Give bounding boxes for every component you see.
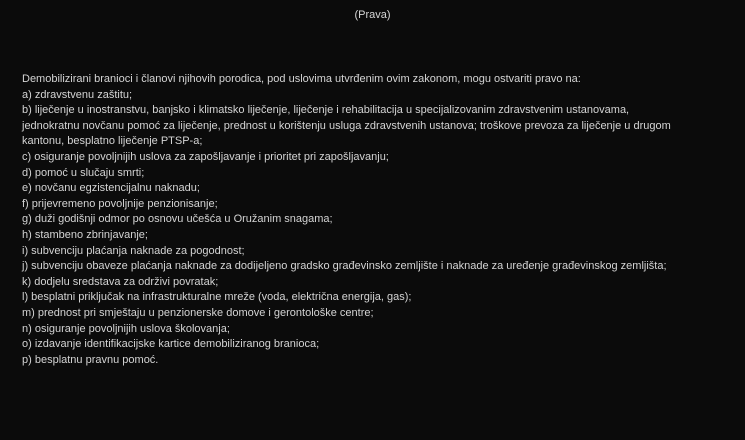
list-item: f) prijevremeno povoljnije penzionisanje; xyxy=(22,197,218,210)
list-item-continuation: kantonu, besplatno liječenje PTSP-a; xyxy=(22,135,203,148)
document-body xyxy=(22,72,734,368)
list-item: l) besplatni priključak na infrastrukturalne mreže (voda, električna energija, gas); xyxy=(22,291,412,304)
list-item: g) duži godišnji odmor po osnovu učešća u Oružanim snagama; xyxy=(22,213,333,226)
list-item-continuation: jednokratnu novčanu pomoć za liječenje, prednost u korištenju usluga zdravstvenih ustanova; troškove prevoza za liječenje u drugom xyxy=(22,119,671,132)
list-item: d) pomoć u slučaju smrti; xyxy=(22,166,145,179)
list-item: j) subvenciju obaveze plaćanja naknade za dodijeljeno gradsko građevinsko zemljište i naknade za uređenje građevinskog zemljišta; xyxy=(22,260,667,273)
list-item: e) novčanu egzistencijalnu naknadu; xyxy=(22,182,200,195)
list-item: k) dodjelu sredstava za održivi povratak; xyxy=(22,275,219,288)
list-item: o) izdavanje identifikacijske kartice demobiliziranog branioca; xyxy=(22,338,320,351)
list-item: a) zdravstvenu zaštitu; xyxy=(22,88,133,101)
list-item: i) subvenciju plaćanja naknade za pogodnost; xyxy=(22,244,245,257)
list-item: h) stambeno zbrinjavanje; xyxy=(22,228,148,241)
section-heading: (Prava) xyxy=(354,9,391,21)
list-item: c) osiguranje povoljnijih uslova za zapošljavanje i prioritet pri zapošljavanju; xyxy=(22,150,389,163)
list-item: p) besplatnu pravnu pomoć. xyxy=(22,353,159,366)
intro-paragraph: Demobilizirani branioci i članovi njihovih porodica, pod uslovima utvrđenim ovim zakonom, mogu ostvariti pravo na: xyxy=(22,73,581,85)
list-item: n) osiguranje povoljnijih uslova školovanja; xyxy=(22,322,230,335)
list-item: b) liječenje u inostranstvu, banjsko i klimatsko liječenje, liječenje i rehabilitacija u specijalizovanim zdravstvenim ustanovama, xyxy=(22,104,630,117)
list-item: m) prednost pri smještaju u penzionerske domove i gerontološke centre; xyxy=(22,306,374,319)
